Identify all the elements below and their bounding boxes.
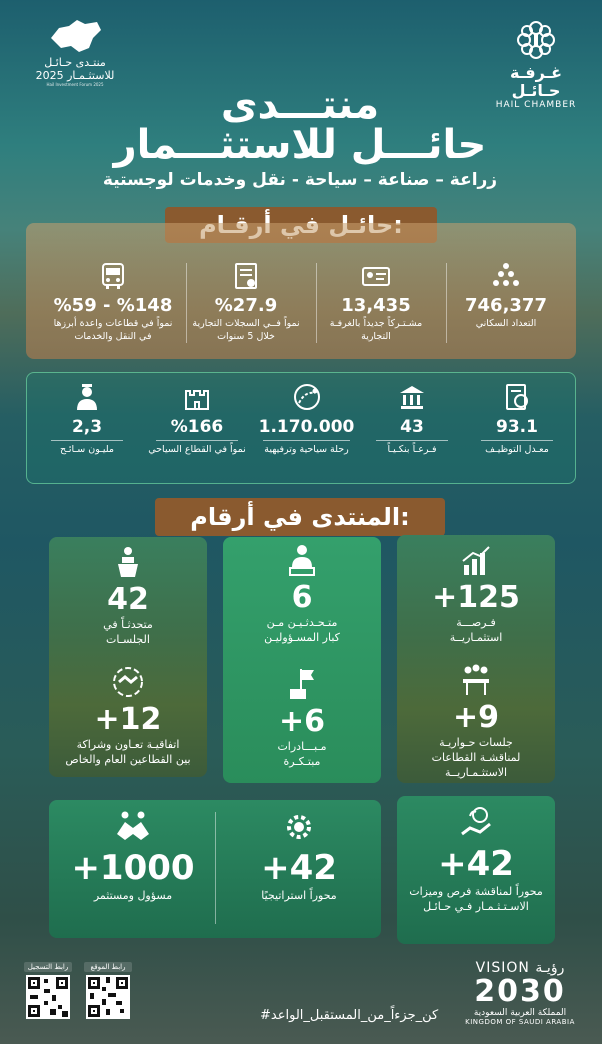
stat-value: 1.170.000 [258,417,355,437]
stat-value: 13,435 [341,295,411,316]
forum-stat-label: مبتـكـرة [283,755,321,768]
qr-code-icon[interactable] [86,975,130,1019]
chamber-english-name: HAIL CHAMBER [495,100,577,110]
stat-tourism-growth [142,383,252,456]
forum-stat-value: +42 [261,848,337,888]
forum-stat-value: +1000 [71,848,195,888]
stat-tourists [37,383,137,456]
forum-stat-speakers [59,545,197,647]
forum-card-left [49,537,207,777]
forum-stat-sessions [405,663,547,780]
chamber-emblem-icon [516,20,556,60]
qr-registration[interactable] [24,962,72,1019]
stat-label: معـدل التوظيـف [485,444,549,455]
forum-stat-agreements [53,665,203,767]
stat-label: التعداد السكاني [475,318,537,329]
stat-value: 746,377 [465,295,547,316]
stat-value: %166 [170,417,224,437]
forum-stat-value: +12 [94,702,162,737]
forum-logo-line2: للاستثـمـار 2025 [35,69,115,82]
forum-stat-label: متـحـدثـيـن مـن [266,616,338,629]
stat-commercial-records [186,261,306,343]
forum-stat-strategic-axes [221,810,377,903]
stat-new-members [316,261,436,343]
bank-icon [398,383,426,411]
employment-icon [503,383,531,411]
stat-label: مشـتـركاً جديداً بالغرفـة التجارية [329,318,423,342]
vision-country-en: KINGDOM OF SAUDI ARABIA [465,1018,575,1026]
campaign-hashtag: #كن_جزءاً_من_المستقبل_الواعد [260,1008,439,1023]
forum-stat-value: +9 [452,700,499,735]
forum-stat-opportunities [407,543,545,645]
stat-value: 2,3 [71,417,103,437]
chamber-logo [486,20,586,110]
page-subtitle: زراعة – صناعة – سياحة - نقل وخدمات لوجستية [102,170,498,190]
forum-numbers-heading: المنتدى في أرقام: [155,498,445,536]
forum-stat-label: اتفاقيـة تعـاون وشراكة [76,738,180,751]
forum-stat-label: الاستثـمـاريــة [444,766,508,779]
speaker-icon [284,543,320,577]
stat-sector-growth [48,261,178,343]
stat-value: %59 - %148 [53,295,173,316]
population-icon [491,261,521,291]
forum-stat-label: متحدثـاً في [103,618,153,631]
forum-stat-label: كبار المسـؤوليـن [264,631,340,644]
chamber-arabic-name: غـرفـة حـائـل [510,63,562,100]
castle-icon [183,383,211,411]
hail-stats-panel [26,223,576,359]
forum-stat-value: +125 [432,580,520,615]
hail-map-icon [45,18,105,56]
stat-label: فـرعـاً بنكـيـاً [387,444,437,455]
stat-employment [467,383,567,456]
forum-logo-line1: منتـدى حـائـل [44,56,106,69]
forum-stat-value: 6 [291,580,313,615]
forum-card-right [397,535,555,783]
page-title-line1: منتـــدى [220,82,380,128]
qr-website[interactable] [84,962,132,1019]
qr-code-icon[interactable] [26,975,70,1019]
tourist-icon [73,383,101,411]
forum-stat-label: الجلسـات [106,633,150,646]
forum-card-bottom-wide [49,800,381,938]
hail-stats-panel-2 [26,372,576,484]
money-plant-icon [458,806,494,840]
vision-2030-logo [455,960,585,1026]
page-title-line2: حائـــل للاستثـــمار [113,122,487,168]
map-route-icon [293,383,321,411]
forum-stat-label: محوراً لمناقشة فرص وميزات [409,885,543,898]
forum-stat-investors [55,810,211,903]
initiative-flag-icon [284,667,320,701]
forum-stat-label: استثمـاريــة [449,631,503,644]
forum-stat-investment-axes [401,806,551,914]
growth-chart-icon [458,543,494,577]
forum-card-bottom-right [397,796,555,944]
stat-label: مليـون سـائـح [60,444,114,455]
forum-stat-value: +6 [278,704,325,739]
stat-value: %27.9 [214,295,278,316]
qr-registration-caption: رابط التسجيل [24,962,72,972]
strategy-gear-icon [281,810,317,844]
forum-logo [30,18,120,87]
forum-stat-label: جلسات حـواريـة [439,736,513,749]
forum-stat-value: 42 [107,582,149,617]
speaker-podium-icon [110,545,146,579]
bus-icon [98,261,128,291]
stat-population [446,261,566,330]
stat-value: 93.1 [496,417,538,437]
meeting-icon [458,663,494,697]
forum-stat-label: لمناقشـة القطاعات [431,751,521,764]
id-card-icon [361,261,391,291]
forum-stat-initiatives [233,667,371,769]
vision-title: VISION رؤيـة [475,960,565,976]
forum-stat-label: الاسـتـثـمـار فـي حـائـل [423,900,529,913]
certificate-icon [231,261,261,291]
handshake-circle-icon [110,665,146,699]
stat-bank-branches [362,383,462,456]
forum-stat-label: مـبـــادرات [277,740,327,753]
forum-logo-line3: Hail Investment Forum 2025 [46,82,104,87]
stat-tourism-trips [249,383,364,456]
qr-website-caption: رابط الموقع [84,962,132,972]
vision-year: 2030 [474,974,566,1009]
forum-stat-official-speakers [233,543,371,645]
stat-label: نمواً في القطاع السياحي [148,444,246,455]
vision-country-ar: المملكة العربية السعودية [473,1008,567,1018]
handshake-icon [115,810,151,844]
stat-label: نمواً في قطاعات واعدة أبرزها في النقل والخدمات [53,318,173,342]
forum-stat-label: فـرصـــة [456,616,496,629]
forum-card-middle [223,537,381,783]
forum-stat-label: بين القطاعين العام والخاص [65,753,191,766]
forum-stat-value: +42 [438,844,514,884]
stat-value: 43 [400,417,424,437]
stat-label: رحلة سياحية وترفيهية [264,444,349,455]
forum-stat-label: مسؤول ومستثمر [93,889,173,902]
stat-label: نمواً فــي السجلات التجارية خلال 5 سنوات [192,318,300,342]
forum-stat-label: محوراً استراتيجيًا [261,889,337,902]
